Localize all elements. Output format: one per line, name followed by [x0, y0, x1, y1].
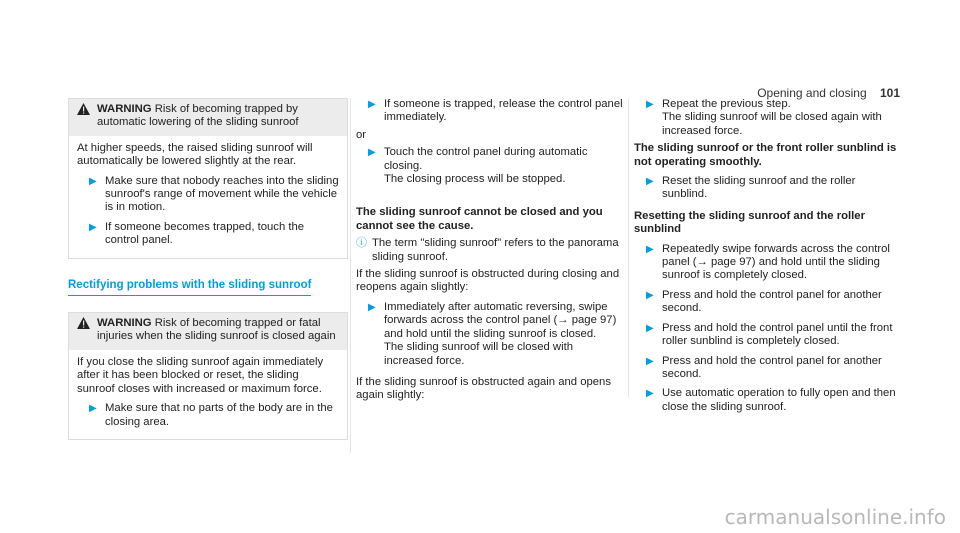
watermark: carmanualsonline.info	[724, 505, 946, 529]
step-result: The sliding sunroof will be closed again with increased force.	[662, 111, 882, 137]
step-item	[634, 355, 902, 382]
warning-header	[69, 99, 347, 136]
step-item	[634, 289, 902, 316]
warning-triangle-icon	[77, 103, 97, 130]
step-text: Press and hold the control panel for another second.	[662, 288, 882, 315]
step-item	[77, 175, 339, 215]
warning-body	[69, 136, 347, 258]
step-item	[356, 98, 624, 125]
step-item	[356, 146, 624, 186]
step-arrow-icon: ▶	[646, 289, 654, 301]
step-text: Press and hold the control panel until the front roller sunblind is completely closed.	[662, 321, 893, 348]
note-text: The term "sliding sunroof" refers to the panorama sliding sunroof.	[372, 237, 619, 263]
step-item	[77, 221, 339, 248]
step-result: The closing process will be stopped.	[384, 173, 566, 186]
column-divider	[628, 98, 629, 398]
step-item	[77, 402, 339, 429]
step-arrow-icon: ▶	[89, 403, 97, 415]
step-item	[634, 387, 902, 414]
warning-text: Risk of becoming trapped or fatal injuries when the sliding sunroof is closed again	[97, 317, 336, 343]
step-text: Repeatedly swipe forwards across the control panel (→ page 97) and hold until the sliding sunroof is completely closed.	[662, 242, 890, 282]
step-arrow-icon: ▶	[89, 175, 97, 187]
warning-paragraph: At higher speeds, the raised sliding sunroof will automatically be lowered slightly at the rear.	[77, 141, 313, 168]
step-text: If someone is trapped, release the control panel immediately.	[384, 98, 623, 124]
warning-header	[69, 313, 347, 350]
step-item	[634, 98, 902, 138]
warning-box-1	[68, 98, 348, 259]
column-3	[634, 98, 902, 414]
info-icon: ⓘ	[356, 237, 367, 250]
step-arrow-icon: ▶	[89, 221, 97, 233]
page-number: 101	[879, 86, 900, 100]
step-arrow-icon: ▶	[368, 301, 376, 313]
header-title: Opening and closing	[757, 86, 867, 100]
step-text: Use automatic operation to fully open and then close the sliding sunroof.	[662, 387, 896, 413]
warning-label: WARNING	[97, 103, 152, 115]
step-arrow-icon: ▶	[646, 322, 654, 334]
warning-triangle-icon	[77, 317, 97, 344]
step-result: The sliding sunroof will be closed with increased force.	[384, 341, 574, 367]
section-heading	[68, 279, 348, 296]
column-divider	[350, 98, 351, 453]
column-2	[356, 98, 624, 403]
step-item	[634, 175, 902, 202]
step-arrow-icon: ▶	[646, 388, 654, 400]
step-text: Make sure that nobody reaches into the sliding sunroof's range of movement while the vehicle is in motion.	[105, 174, 339, 214]
step-text: Repeat the previous step.	[662, 98, 791, 110]
step-text: Reset the sliding sunroof and the roller sunblind.	[662, 175, 856, 201]
step-arrow-icon: ▶	[646, 176, 654, 188]
problem-heading: The sliding sunroof or the front roller sunblind is not operating smoothly.	[634, 142, 897, 168]
step-text: Press and hold the control panel for another second.	[662, 354, 882, 380]
step-arrow-icon: ▶	[368, 99, 376, 110]
step-arrow-icon: ▶	[368, 147, 376, 159]
info-note	[356, 237, 624, 264]
column-1	[68, 98, 348, 440]
step-item	[356, 301, 624, 368]
warning-box-2	[68, 312, 348, 440]
step-item	[634, 243, 902, 283]
step-arrow-icon: ▶	[646, 243, 654, 255]
procedure-heading: Resetting the sliding sunroof and the roller sunblind	[634, 209, 865, 236]
paragraph: If the sliding sunroof is obstructed during closing and reopens again slightly:	[356, 268, 620, 294]
step-arrow-icon: ▶	[646, 99, 654, 110]
warning-body	[69, 350, 347, 439]
step-text: Immediately after automatic reversing, swipe forwards across the control panel (→ page 97) and hold until the sliding sunroof is closed.	[384, 300, 617, 340]
or-text: or	[356, 128, 367, 141]
problem-heading: The sliding sunroof cannot be closed and you cannot see the cause.	[356, 206, 603, 232]
warning-text: Risk of becoming trapped by automatic lowering of the sliding sunroof	[97, 103, 299, 129]
step-item	[634, 322, 902, 349]
step-text: Touch the control panel during automatic closing.	[384, 146, 588, 172]
step-text: Make sure that no parts of the body are in the closing area.	[105, 402, 333, 428]
warning-paragraph: If you close the sliding sunroof again immediately after it has been blocked or reset, the sliding sunroof closes with increased or maximum force.	[77, 355, 324, 395]
section-title: Rectifying problems with the sliding sunroof	[68, 279, 311, 296]
step-arrow-icon: ▶	[646, 355, 654, 367]
warning-label: WARNING	[97, 317, 152, 330]
step-text: If someone becomes trapped, touch the control panel.	[105, 220, 305, 247]
paragraph: If the sliding sunroof is obstructed again and opens again slightly:	[356, 375, 611, 402]
